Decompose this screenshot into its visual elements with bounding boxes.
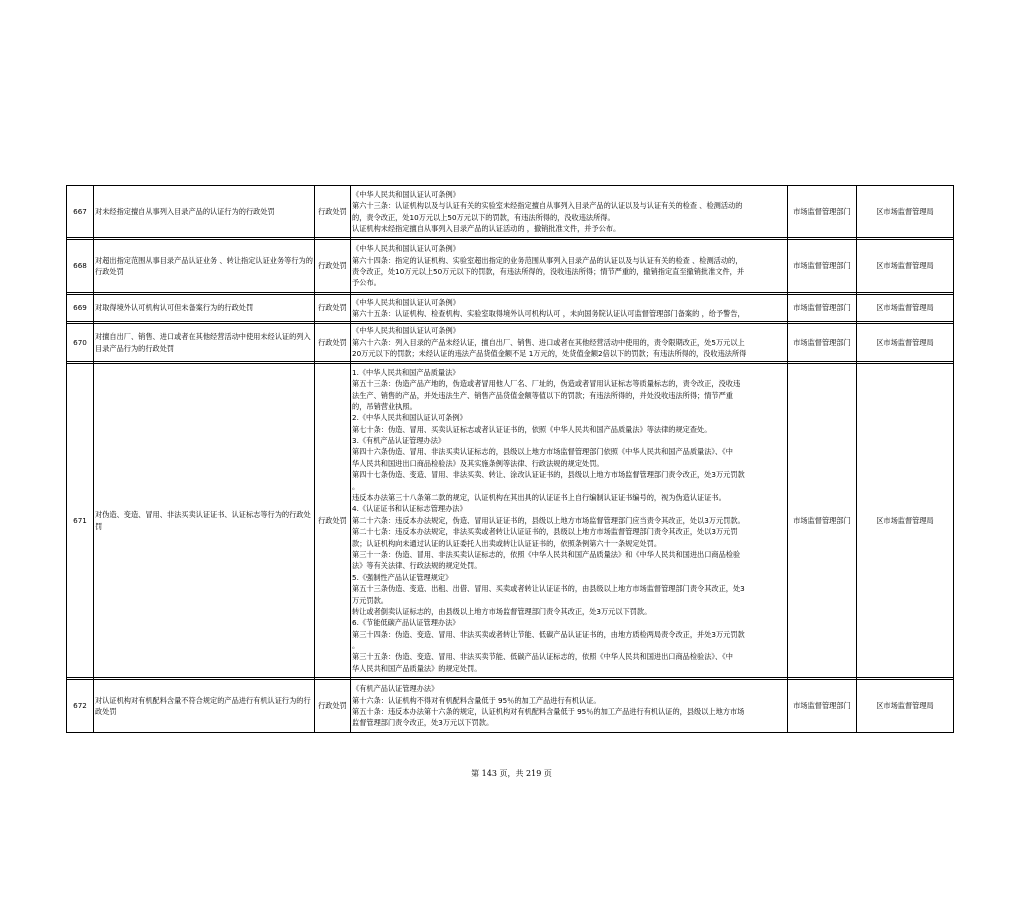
- legal-basis-line: 《中华人民共和国认证认可条例》: [352, 244, 460, 254]
- legal-basis-line: 第三十一条：伪造、冒用、非法买卖认证标志的，依照《中华人民共和国产品质量法》和《中华人民共和国进出口商品检验: [352, 549, 741, 559]
- item-name: 对超出指定范围从事目录产品认证业务 、转让指定认证业务等行为的行政处罚: [94, 240, 315, 293]
- item-name: 对取得境外认可机构认可但未备案行为的行政处罚: [94, 295, 315, 322]
- item-name: 对认证机构对有机配料含量不符合规定的产品进行有机认证行为的行政处罚: [94, 680, 315, 733]
- legal-basis-line: 第六十三条：认证机构以及与认证有关的实验室未经指定擅自从事列入目录产品的认证以及与认证有关的检查 、检测活动的: [352, 201, 743, 211]
- row-number: 670: [67, 324, 94, 362]
- item-type: 行政处罚: [315, 240, 351, 293]
- legal-basis: [351, 295, 788, 322]
- legal-basis-line: 4.《认证证书和认证标志管理办法》: [352, 504, 467, 514]
- row-number: 669: [67, 295, 94, 322]
- legal-basis-line: 责令改正，处10万元以上50万元以下的罚款，有违法所得的，没收违法所得；情节严重的，撤销指定直至撤销批准文件，并: [352, 267, 745, 276]
- legal-basis: [351, 364, 788, 678]
- responsible-department: 市场监督管理部门: [788, 680, 857, 733]
- legal-basis-line: 第五十三条：伪造产品产地的，伪造或者冒用他人厂名、厂址的，伪造或者冒用认证标志等质量标志的，责令改正，没收违: [352, 379, 741, 389]
- legal-basis-line: 认证机构未经指定擅自从事列入目录产品的认证活动的 ，撤销批准文件，并予公布。: [352, 223, 621, 233]
- legal-basis: [351, 680, 788, 733]
- row-number: 672: [67, 680, 94, 733]
- row-number: 667: [67, 186, 94, 238]
- implementing-agency: 区市场监督管理局: [857, 680, 954, 733]
- legal-basis-line: 5.《强制性产品认证管理规定》: [352, 572, 453, 582]
- law-enforcement-table: [66, 185, 954, 733]
- responsible-department: 市场监督管理部门: [788, 364, 857, 678]
- legal-basis-line: 第十六条：认证机构不得对有机配料含量低于 95％的加工产品进行有机认证。: [352, 695, 601, 705]
- table-row: [67, 324, 954, 362]
- legal-basis-line: 第五十三条伪造、变造、出租、出借、冒用、买卖或者转让认证证书的，由县级以上地方市场监督管理部门责令其改正，处3: [352, 584, 745, 594]
- legal-basis-line: 第七十条：伪造、冒用、买卖认证标志或者认证证书的，依照《中华人民共和国产品质量法》等法律的规定查处。: [352, 424, 712, 434]
- legal-basis-line: 法》等有关法律、行政法规的规定处罚。: [352, 561, 482, 571]
- item-type: 行政处罚: [315, 186, 351, 238]
- table-row: [67, 186, 954, 238]
- row-number: 668: [67, 240, 94, 293]
- legal-basis-line: 第二十七条：违反本办法规定，非法买卖或者转让认证证书的，县级以上地方市场监督管理部门责令其改正，处以3万元罚: [352, 527, 738, 537]
- item-type: 行政处罚: [315, 680, 351, 733]
- legal-basis-line: 第三十四条：伪造、变造、冒用、非法买卖或者转让节能、低碳产品认证证书的，由地方质检两局责令改正，并处3万元罚款: [352, 629, 745, 639]
- legal-basis-line: 的，责令改正，处10万元以上50万元以下的罚款，有违法所得的，没收违法所得。: [352, 212, 615, 222]
- legal-basis-line: 《中华人民共和国认证认可条例》: [352, 326, 460, 336]
- legal-basis-line: 3.《有机产品认证管理办法》: [352, 436, 446, 446]
- table-row: [67, 240, 954, 293]
- item-type: 行政处罚: [315, 364, 351, 678]
- table-body: [67, 186, 954, 733]
- table-row: [67, 295, 954, 322]
- item-name: 对伪造、变造、冒用、非法买卖认证证书、认证标志等行为的行政处罚: [94, 364, 315, 678]
- legal-basis-line: 《有机产品认证管理办法》: [352, 684, 439, 694]
- legal-basis-line: 法生产、销售的产品，并处违法生产、销售产品货值金额等值以下的罚款；有违法所得的，并处没收违法所得；情节严重: [352, 390, 733, 400]
- legal-basis-line: 20万元以下的罚款；未经认证的违法产品货值金额不足 1万元的，处货值金额2倍以下的罚款；有违法所得的，没收违法所得: [352, 349, 747, 359]
- legal-basis-line: 华人民共和国进出口商品检验法》及其实施条例等法律、行政法规的规定处罚。: [352, 458, 604, 468]
- table-row: [67, 364, 954, 678]
- legal-basis-line: 《中华人民共和国认证认可条例》: [352, 189, 460, 199]
- legal-basis-line: 第六十五条：认证机构、检查机构、实验室取得境外认可机构认可 ，未向国务院认证认可监督管理部门备案的 ，给予警告，: [352, 309, 745, 318]
- implementing-agency: 区市场监督管理局: [857, 364, 954, 678]
- item-name: 对擅自出厂、销售、进口或者在其他经营活动中使用未经认证的列入目录产品行为的行政处罚: [94, 324, 315, 362]
- legal-basis-line: 。: [352, 481, 360, 491]
- legal-basis-line: 违反本办法第三十八条第二款的规定，认证机构在其出具的认证证书上自行编制认证证书编号的，视为伪造认证证书。: [352, 493, 726, 503]
- legal-basis-line: 第四十六条伪造、冒用、非法买卖认证标志的，县级以上地方市场监督管理部门依照《中华人民共和国产品质量法》、《中: [352, 447, 733, 457]
- implementing-agency: 区市场监督管理局: [857, 240, 954, 293]
- responsible-department: 市场监督管理部门: [788, 186, 857, 238]
- item-type: 行政处罚: [315, 295, 351, 322]
- item-type: 行政处罚: [315, 324, 351, 362]
- row-number: 671: [67, 364, 94, 678]
- legal-basis: [351, 186, 788, 238]
- legal-basis-line: 2.《中华人民共和国认证认可条例》: [352, 413, 467, 423]
- legal-basis-line: 第二十六条：违反本办法规定，伪造、冒用认证证书的，县级以上地方市场监督管理部门应当责令其改正，处以3万元罚款。: [352, 515, 745, 525]
- implementing-agency: 区市场监督管理局: [857, 324, 954, 362]
- table-row: [67, 680, 954, 733]
- legal-basis-line: 《中华人民共和国认证认可条例》: [352, 297, 460, 307]
- legal-basis: [351, 324, 788, 362]
- legal-basis-line: 6.《节能低碳产品认证管理办法》: [352, 618, 460, 628]
- legal-basis-line: 监督管理部门责令改正，处3万元以下罚款。: [352, 718, 494, 728]
- responsible-department: 市场监督管理部门: [788, 324, 857, 362]
- legal-basis-line: 第四十七条伪造、变造、冒用、非法买卖、转让、涂改认证证书的，县级以上地方市场监督管理部门责令改正，处3万元罚款: [352, 470, 745, 480]
- legal-basis-line: 。: [352, 641, 360, 651]
- legal-basis-line: 第六十六条：列入目录的产品未经认证，擅自出厂、销售、进口或者在其他经营活动中使用的，责令限期改正，处5万元以上: [352, 337, 745, 347]
- legal-basis-line: 的，吊销营业执照。: [352, 401, 417, 411]
- legal-basis-line: 予公布。: [352, 278, 381, 288]
- legal-basis-line: 第六十四条：指定的认证机构、实验室超出指定的业务范围从事列入目录产品的认证以及与认证有关的检查 、检测活动的，: [352, 255, 743, 265]
- legal-basis-line: 1.《中华人民共和国产品质量法》: [352, 367, 460, 377]
- implementing-agency: 区市场监督管理局: [857, 186, 954, 238]
- item-name: 对未经指定擅自从事列入目录产品的认证行为的行政处罚: [94, 186, 315, 238]
- legal-basis-line: 款；认证机构向未通过认证的认证委托人出卖或转让认证证书的，依照条例第六十一条规定处罚。: [352, 538, 662, 548]
- legal-basis-line: 第三十五条：伪造、变造、冒用、非法买卖节能、低碳产品认证标志的，依照《中华人民共和国进出口商品检验法》、《中: [352, 652, 733, 662]
- responsible-department: 市场监督管理部门: [788, 295, 857, 322]
- legal-basis-line: 转让或者倒卖认证标志的，由县级以上地方市场监督管理部门责令其改正，处3万元以下罚款。: [352, 606, 652, 616]
- legal-basis-line: 第五十条：违反本办法第十六条的规定，认证机构对有机配料含量低于 95％的加工产品进行有机认证的，县级以上地方市场: [352, 707, 745, 716]
- page-footer: 第 143 页，共 219 页: [471, 769, 552, 778]
- responsible-department: 市场监督管理部门: [788, 240, 857, 293]
- legal-basis-line: 华人民共和国产品质量法》的规定处罚。: [352, 663, 482, 673]
- implementing-agency: 区市场监督管理局: [857, 295, 954, 322]
- legal-basis-line: 万元罚款。: [352, 595, 388, 605]
- legal-basis: [351, 240, 788, 293]
